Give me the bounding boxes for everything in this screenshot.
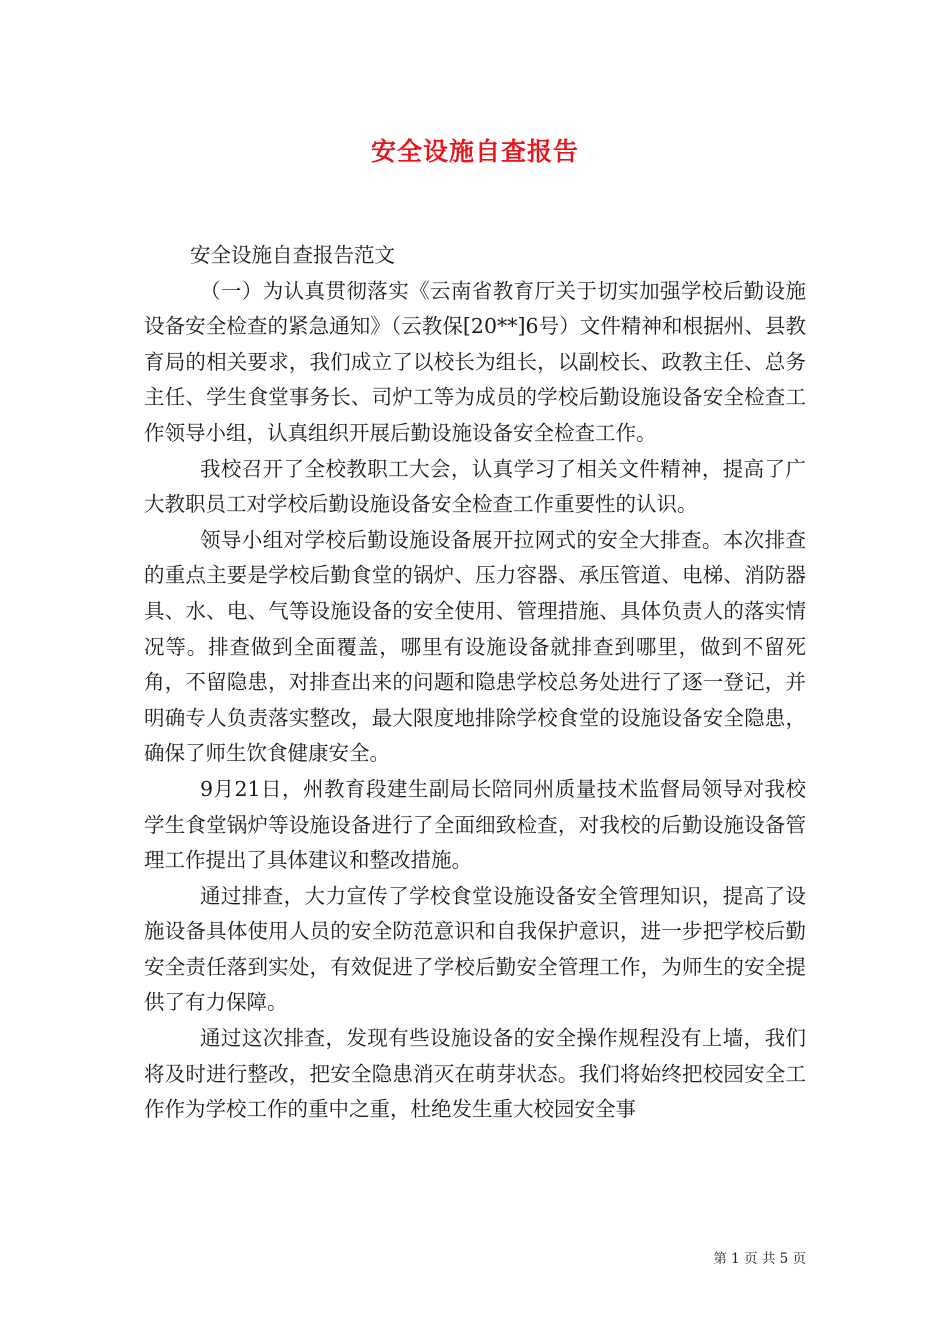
paragraph-2: 我校召开了全校教职工大会，认真学习了相关文件精神，提高了广大教职员工对学校后勤设施设备安全检查工作重要性的认识。 — [144, 456, 806, 517]
paragraph-4: 9月21日，州教育段建生副局长陪同州质量技术监督局领导对我校学生食堂锅炉等设施设备进行了全面细致检查，对我校的后勤设施设备管理工作提出了具体建议和整改措施。 — [144, 776, 806, 873]
paragraph-6: 通过这次排查，发现有些设施设备的安全操作规程没有上墙，我们将及时进行整改，把安全隐患消灭在萌芽状态。我们将始终把校园安全工作作为学校工作的重中之重，杜绝发生重大校园安全事 — [144, 1026, 806, 1122]
document-body — [144, 238, 806, 1128]
paragraph-1: （一）为认真贯彻落实《云南省教育厅关于切实加强学校后勤设施设备安全检查的紧急通知》（云教保[20**]6号）文件精神和根据州、县教育局的相关要求，我们成立了以校长为组长，以副校长、政教主任、总务主任、学生食堂事务长、司炉工等为成员的学校后勤设施设备安全检查工作领导小组，认真组织开展后勤设施设备安全检查工作。 — [144, 278, 806, 445]
paragraph-5: 通过排查，大力宣传了学校食堂设施设备安全管理知识，提高了设施设备具体使用人员的安全防范意识和自我保护意识，进一步把学校后勤安全责任落到实处，有效促进了学校后勤安全管理工作，为师生的安全提供了有力保障。 — [144, 883, 806, 1015]
paragraph-3: 领导小组对学校后勤设施设备展开拉网式的安全大排查。本次排查的重点主要是学校后勤食堂的锅炉、压力容器、承压管道、电梯、消防器具、水、电、气等设施设备的安全使用、管理措施、具体负责人的落实情况等。排查做到全面覆盖，哪里有设施设备就排查到哪里，做到不留死角，不留隐患，对排查出来的问题和隐患学校总务处进行了逐一登记，并明确专人负责落实整改，最大限度地排除学校食堂的设施设备安全隐患，确保了师生饮食健康安全。 — [144, 527, 806, 766]
document-title: 安全设施自查报告 — [370, 137, 579, 166]
paragraph-subtitle: 安全设施自查报告范文 — [190, 243, 395, 267]
page-number-footer: 第 1 页 共 5 页 — [713, 1251, 806, 1267]
